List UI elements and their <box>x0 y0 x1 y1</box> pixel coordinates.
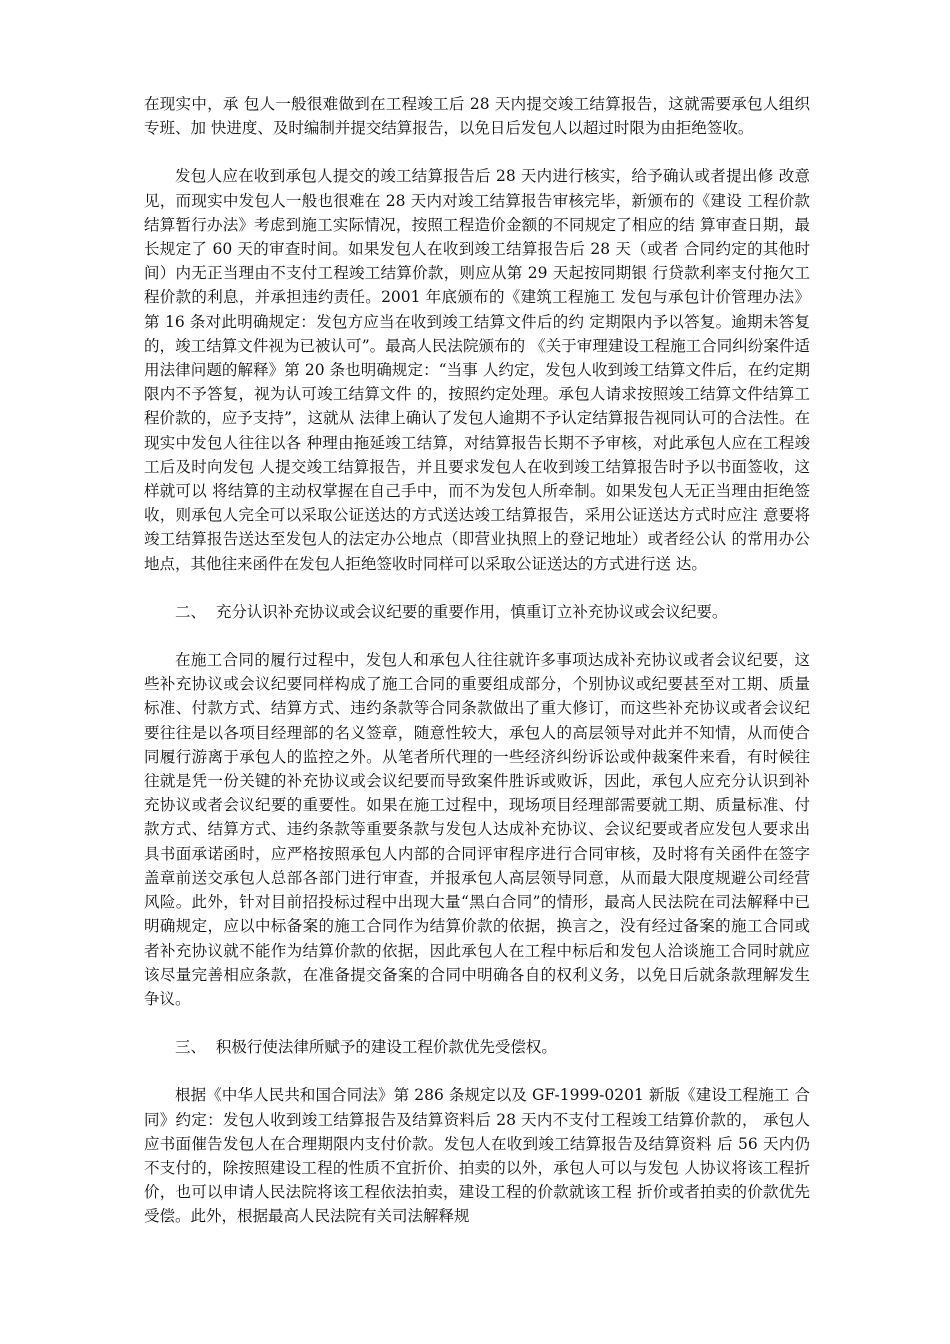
section-heading-two: 二、 充分认识补充协议或会议纪要的重要作用，慎重订立补充协议或会议纪要。 <box>175 602 728 621</box>
paragraph-review-period: 发包人应在收到承包人提交的竣工结算报告后 28 天内进行核实，给予确认或者提出修 改意见，而现实中发包人一般也很难在 28 天内对竣工结算报告审核完毕，新颁布的《建设 工程价款结算暂行办法》考虑到施工实际情况，按照工程造价金额的不同规定了相应的结 算审查日期，最长规定了 60 天的审查时间。如果发包人在收到竣工结算报告后 28 天（或者 合同约定的其他时间）内无正当理由不支付工程竣工结算价款，则应从第 29 天起按同期银 行贷款利率支付拖欠工程价款的利息，并承担违约责任。2001 年底颁布的《建筑工程施工 发包与承包计价管理办法》第 16 条对此明确规定：发包方应当在收到竣工结算文件后的约 定期限内予以答复。逾期未答复的，竣工结算文件视为已被认可”。最高人民法院颁布的 《关于审理建设工程施工合同纠纷案件适用法律问题的解释》第 20 条也明确规定：“当事 人约定，发包人收到竣工结算文件后，在约定期限内不予答复，视为认可竣工结算文件 的，按照约定处理。承包人请求按照竣工结算文件结算工程价款的，应予支持”，这就从 法律上确认了发包人逾期不予认定结算报告视同认可的合法性。在现实中发包人往往以各 种理由拖延竣工结算，对结算报告长期不予审核，对此承包人应在工程竣工后及时向发包 人提交竣工结算报告，并且要求发包人在收到竣工结算报告时予以书面签收，这样就可以 将结算的主动权掌握在自己手中，而不为发包人所牵制。如果发包人无正当理由拒绝签 收，则承包人完全可以采取公证送达的方式送达竣工结算报告，采用公证送达方式时应注 意要将竣工结算报告送达至发包人的法定办公地点（即营业执照上的登记地址）或者经公认 的常用办公地点，其他往来函件在发包人拒绝签收时同样可以采取公证送达的方式进行送 达。 <box>144 167 810 573</box>
paragraph-supplementary-agreements: 在施工合同的履行过程中，发包人和承包人往往就许多事项达成补充协议或者会议纪要，这些补充协议或会议纪要同样构成了施工合同的重要组成部分，个别协议或纪要甚至对工期、质量标准、付款方式、结算方式、违约条款等合同条款做出了重大修订，而这些补充协议或者会议纪要往往是以各项目经理部的名义签章，随意性较大，承包人的高层领导对此并不知情，从而使合同履行游离于承包人的监控之外。从笔者所代理的一些经济纠纷诉讼或仲裁案件来看，有时候往往就是凭一份关键的补充协议或会议纪要而导致案件胜诉或败诉，因此，承包人应充分认识到补充协议或者会议纪要的重要性。如果在施工过程中，现场项目经理部需要就工期、质量标准、付款方式、结算方式、违约条款等重要条款与发包人达成补充协议、会议纪要或者应发包人要求出具书面承诺函时，应严格按照承包人内部的合同评审程序进行合同审核，及时将有关函件在签字盖章前送交承包人总部各部门进行审查，并报承包人高层领导同意，从而最大限度规避公司经营风险。此外，针对目前招投标过程中出现大量“黑白合同”的情形，最高人民法院在司法解释中已明确规定，应以中标备案的施工合同作为结算价款的依据，换言之，没有经过备案的施工合同或者补充协议就不能作为结算价款的依据，因此承包人在工程中标后和发包人洽谈施工合同时就应该尽量完善相应条款，在准备提交备案的合同中明确各自的权利义务，以免日后就条款理解发生争议。 <box>144 651 810 1008</box>
section-heading-three: 三、 积极行使法律所赋予的建设工程价款优先受偿权。 <box>175 1038 557 1057</box>
paragraph-settlement-deadline: 在现实中，承 包人一般很难做到在工程竣工后 28 天内提交竣工结算报告，这就需要承包人组织专班、加 快进度、及时编制并提交结算报告，以免日后发包人以超过时限为由拒绝签收。 <box>144 95 810 138</box>
document-page <box>144 92 810 1229</box>
paragraph-priority-right: 根据《中华人民共和国合同法》第 286 条规定以及 GF-1999-0201 新版《建设工程施工 合同》约定：发包人收到竣工结算报告及结算资料后 28 天内不支付工程竣工结算价款的， 承包人应书面催告发包人在合理期限内支付价款。发包人在收到竣工结算报告及结算资料 后 56 天内仍不支付的，除按照建设工程的性质不宜折价、拍卖的以外，承包人可以与发包 人协议将该工程折价，也可以申请人民法院将该工程依法拍卖，建设工程的价款就该工程 折价或者拍卖的价款优先受偿。此外，根据最高人民法院有关司法解释规 <box>144 1086 810 1226</box>
